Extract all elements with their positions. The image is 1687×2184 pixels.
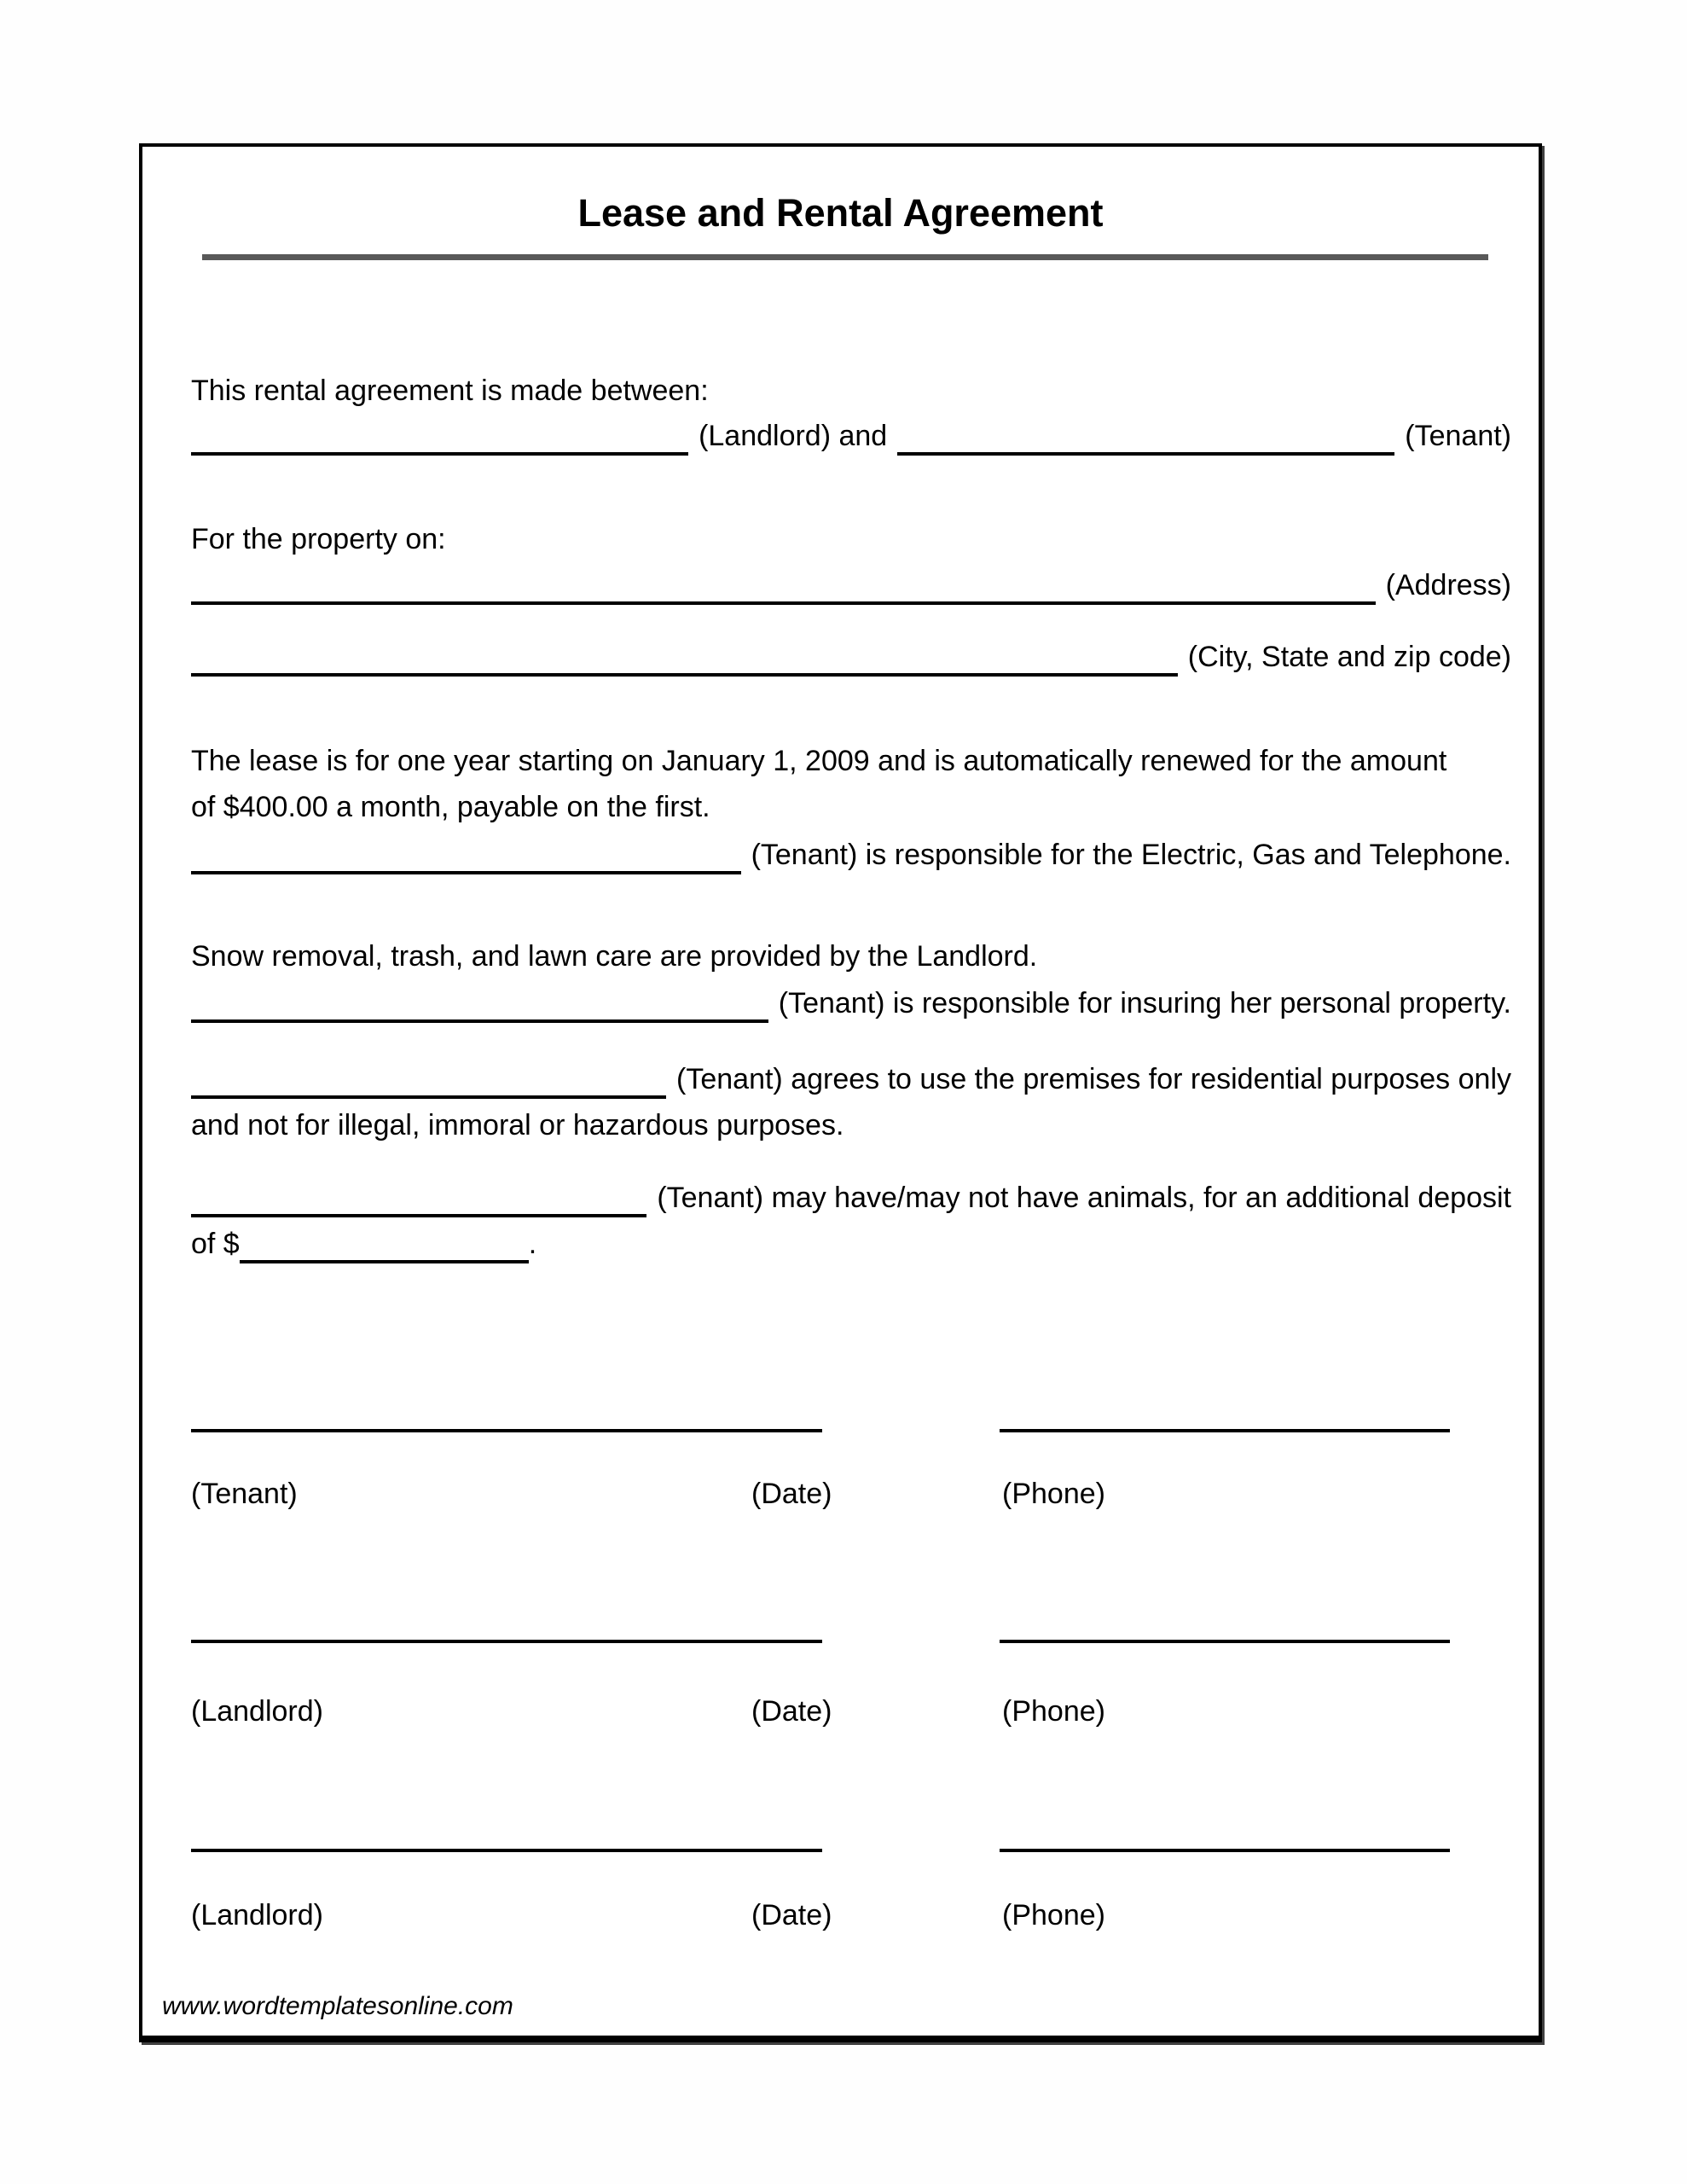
landlord-label: (Landlord) and <box>699 420 888 452</box>
insurance-tenant-blank[interactable] <box>191 1019 768 1023</box>
utilities-row <box>191 832 1511 878</box>
address-blank[interactable] <box>191 601 1376 605</box>
lease-terms-line1: The lease is for one year starting on January 1, 2009 and is automatically renewed for the amount <box>191 745 1447 777</box>
landlord1-signature-label: (Landlord) <box>191 1695 323 1728</box>
tenant-phone-line[interactable] <box>1000 1429 1450 1432</box>
tenant-name-blank[interactable] <box>897 452 1394 456</box>
landlord2-date-label: (Date) <box>751 1899 832 1931</box>
tenant-label: (Tenant) <box>1405 420 1512 452</box>
utilities-tenant-blank[interactable] <box>191 871 741 874</box>
tenant-phone-label: (Phone) <box>1002 1478 1105 1510</box>
intro-text: This rental agreement is made between: <box>191 375 709 407</box>
premises-tenant-blank[interactable] <box>191 1095 666 1099</box>
page-title: Lease and Rental Agreement <box>577 191 1104 235</box>
footer-url: www.wordtemplatesonline.com <box>162 1992 513 2020</box>
animals-deposit-amount-blank[interactable] <box>240 1260 529 1263</box>
landlord1-phone-label: (Phone) <box>1002 1695 1105 1728</box>
landlord2-phone-label: (Phone) <box>1002 1899 1105 1931</box>
insurance-row <box>191 980 1511 1026</box>
landlord-name-blank[interactable] <box>191 452 688 456</box>
city-state-zip-row <box>191 634 1511 680</box>
city-state-zip-label: (City, State and zip code) <box>1187 641 1511 673</box>
tenant-signature-line[interactable] <box>191 1429 822 1432</box>
utilities-clause-text: (Tenant) is responsible for the Electric, Gas and Telephone. <box>751 839 1511 871</box>
property-heading: For the property on: <box>191 523 446 555</box>
landlord1-phone-line[interactable] <box>1000 1640 1450 1643</box>
landlord1-date-label: (Date) <box>751 1695 832 1728</box>
landlord-services-text: Snow removal, trash, and lawn care are provided by the Landlord. <box>191 940 1038 973</box>
landlord2-signature-label: (Landlord) <box>191 1899 323 1931</box>
landlord2-signature-line[interactable] <box>191 1849 822 1852</box>
premises-clause <box>191 1056 1511 1148</box>
tenant-date-label: (Date) <box>751 1478 832 1510</box>
lease-terms-line2: of $400.00 a month, payable on the first. <box>191 791 710 823</box>
premises-clause-line1: (Tenant) agrees to use the premises for residential purposes only <box>676 1063 1511 1095</box>
address-row <box>191 562 1511 608</box>
premises-clause-line2: and not for illegal, immoral or hazardous purposes. <box>191 1109 844 1141</box>
address-label: (Address) <box>1385 569 1511 601</box>
landlord1-signature-line[interactable] <box>191 1640 822 1643</box>
landlord2-phone-line[interactable] <box>1000 1849 1450 1852</box>
tenant-signature-label: (Tenant) <box>191 1478 298 1510</box>
animals-deposit-suffix: . <box>528 1228 537 1260</box>
document-page <box>139 143 1542 2042</box>
parties-row <box>191 413 1511 459</box>
animals-deposit-prefix: of $ <box>191 1228 240 1260</box>
insurance-clause-text: (Tenant) is responsible for insuring her personal property. <box>778 987 1511 1019</box>
city-state-zip-blank[interactable] <box>191 673 1178 677</box>
lease-terms-paragraph <box>191 738 1511 830</box>
title-divider-rule <box>202 254 1488 260</box>
animals-clause-line1: (Tenant) may have/may not have animals, for an additional deposit <box>657 1182 1511 1214</box>
animals-tenant-blank[interactable] <box>191 1214 646 1217</box>
animals-clause <box>191 1175 1511 1267</box>
